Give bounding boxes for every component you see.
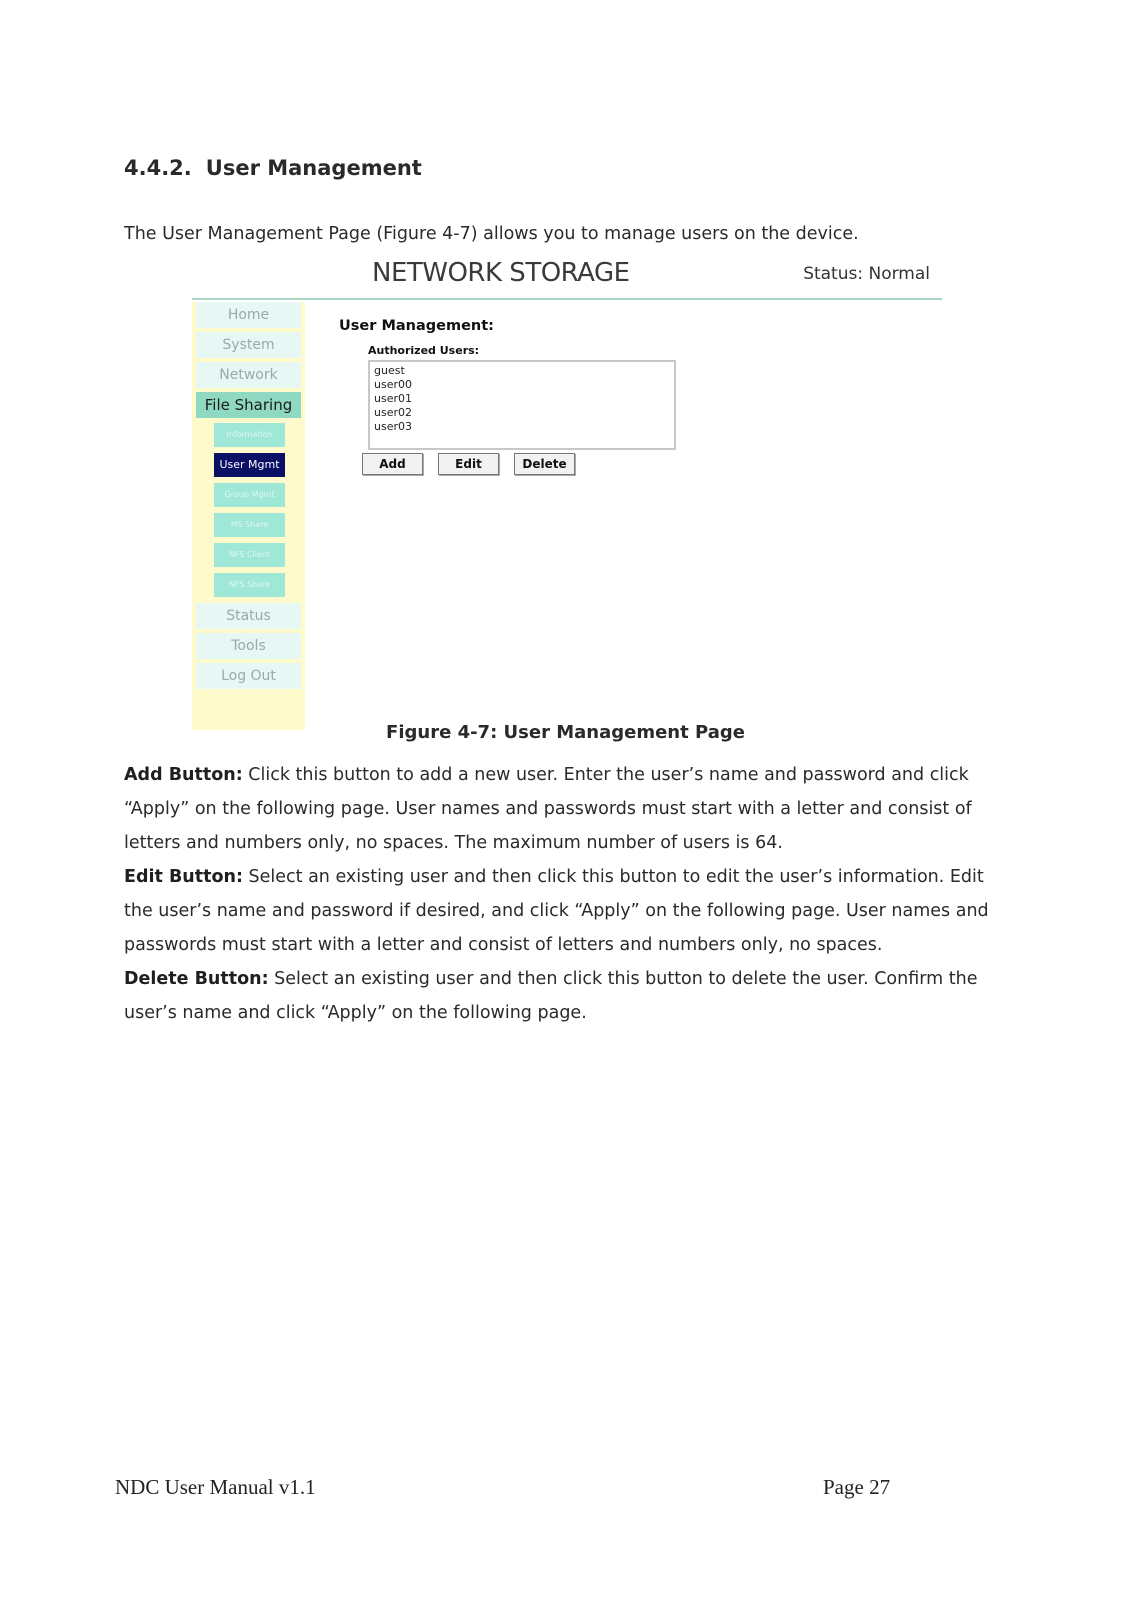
section-number: 4.4.2. [124, 156, 192, 180]
nav-home[interactable]: Home [196, 302, 301, 328]
sidebar [192, 302, 305, 730]
add-button[interactable]: Add [362, 453, 423, 475]
nav-sub-user-mgmt[interactable]: User Mgmt [214, 453, 285, 477]
section-title: User Management [205, 156, 422, 180]
user-management-heading: User Management: [339, 318, 494, 334]
nav-tools[interactable]: Tools [196, 633, 301, 659]
nav-status[interactable]: Status [196, 603, 301, 629]
nav-sub-group-mgmt[interactable]: Group Mgmt [214, 483, 285, 507]
add-text: Click this button to add a new user. Enter the user’s name and password and click “Apply” on the following page. User names and passwords must start with a letter and consist of letters and numbers only, no spaces. The maximum number of users is 64. [124, 765, 972, 853]
footer-page-number: Page 27 [823, 1475, 891, 1499]
authorized-users-list[interactable] [368, 360, 676, 450]
user-list-item[interactable]: guest [374, 364, 405, 377]
user-list-item[interactable]: user03 [374, 420, 412, 433]
delete-button[interactable]: Delete [514, 453, 575, 475]
edit-description [124, 860, 1014, 962]
nav-network[interactable]: Network [196, 362, 301, 388]
edit-text: Select an existing user and then click this button to edit the user’s information. Edit the user’s name and password if desired, and click “Apply” on the following page. User names and passwords must start with a letter and consist of letters and numbers only, no spaces. [124, 867, 989, 955]
button-descriptions [124, 758, 1014, 1030]
footer-manual-title: NDC User Manual v1.1 [115, 1475, 316, 1499]
nav-log-out[interactable]: Log Out [196, 663, 301, 689]
nav-sub-nfs-client[interactable]: NFS Client [214, 543, 285, 567]
edit-label: Edit Button: [124, 867, 243, 887]
intro-paragraph: The User Management Page (Figure 4-7) allows you to manage users on the device. [124, 224, 859, 244]
nav-sub-nfs-share[interactable]: NFS Share [214, 573, 285, 597]
nav-sub-information[interactable]: Information [214, 423, 285, 447]
delete-description [124, 962, 1014, 1030]
edit-button[interactable]: Edit [438, 453, 499, 475]
user-list-item[interactable]: user00 [374, 378, 412, 391]
app-title: NETWORK STORAGE [372, 258, 630, 288]
authorized-users-label: Authorized Users: [368, 344, 480, 357]
nav-system[interactable]: System [196, 332, 301, 358]
figure-screenshot [192, 256, 942, 730]
delete-label: Delete Button: [124, 969, 269, 989]
user-list-item[interactable]: user01 [374, 392, 412, 405]
user-list-item[interactable]: user02 [374, 406, 412, 419]
delete-text: Select an existing user and then click this button to delete the user. Confirm the user’s name and click “Apply” on the following page. [124, 969, 978, 1023]
nav-sub-ms-share[interactable]: MS Share [214, 513, 285, 537]
add-description [124, 758, 1014, 860]
status-text: Status: Normal [803, 264, 930, 284]
nav-file-sharing[interactable]: File Sharing [196, 392, 301, 418]
add-label: Add Button: [124, 765, 243, 785]
header-divider [192, 298, 942, 300]
section-heading [124, 156, 422, 180]
figure-caption: Figure 4-7: User Management Page [386, 722, 745, 743]
